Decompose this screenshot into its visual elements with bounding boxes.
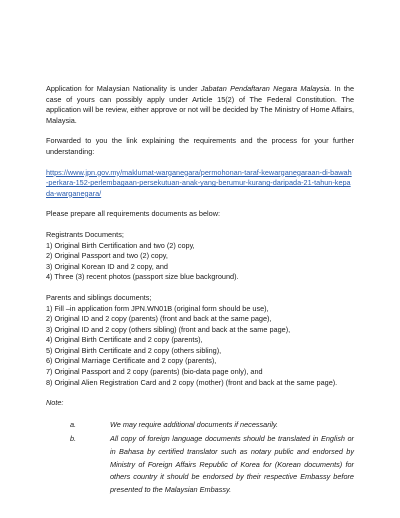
- registrants-list: [46, 241, 354, 283]
- registrants-heading: Registrants Documents;: [46, 229, 124, 239]
- list-item: 3) Original Korean ID and 2 copy, and: [46, 261, 168, 271]
- list-item: 3) Original ID and 2 copy (others sibling) (front and back at the same page),: [46, 324, 291, 334]
- note-item: [46, 419, 354, 432]
- list-item: 4) Three (3) recent photos (passport size blue background).: [46, 272, 239, 282]
- note-item: [46, 433, 354, 496]
- list-item: 1) Original Birth Certification and two (2) copy,: [46, 240, 195, 250]
- intro-paragraph: [46, 84, 354, 126]
- intro-text-end: . In the case of yours can possibly apply under Article 15(2) of The Federal Constitution. The application will be review, either approve or not will be decided by The Ministry of Home Affairs, Malaysia.: [46, 84, 354, 125]
- intro-text-start: Application for Malaysian Nationality is under: [46, 84, 201, 93]
- list-item: 1) Fill –in application form JPN.WN01B (original form should be use),: [46, 303, 269, 313]
- note-marker: b.: [70, 434, 77, 444]
- note-text: We may require additional documents if necessarily.: [110, 419, 279, 429]
- requirements-link[interactable]: https://www.jpn.gov.my/maklumat-warganegara/permohonan-taraf-kewarganegaraan-di-bawah-perkara-152-perlembagaan-persekutuan-anak-yang-berumur-kurang-daripada-21-tahun-kepada-warganegara/: [46, 167, 352, 198]
- link-paragraph: [46, 168, 354, 200]
- agency-name: Jabatan Pendaftaran Negara Malaysia: [200, 84, 330, 93]
- list-item: 4) Original Birth Certificate and 2 copy (parents),: [46, 335, 203, 345]
- note-title: Note:: [46, 398, 64, 408]
- parents-list: [46, 304, 354, 389]
- list-item: 6) Original Marriage Certificate and 2 copy (parents),: [46, 356, 217, 366]
- list-item: 5) Original Birth Certificate and 2 copy (others sibling),: [46, 345, 222, 355]
- list-item: 2) Original ID and 2 copy (parents) (front and back at the same page),: [46, 314, 272, 324]
- list-item: 2) Original Passport and two (2) copy,: [46, 251, 168, 261]
- prepare-paragraph: Please prepare all requirements documents as below:: [46, 209, 221, 219]
- parents-heading: Parents and siblings documents;: [46, 292, 152, 302]
- note-marker: a.: [70, 419, 77, 429]
- note-text: All copy of foreign language documents should be translated in English or in Bahasa by certified translator such as notary public and endorsed by Ministry of Foreign Affairs Republic of Korea for (Korean documents) for others country it should be endorsed by their respective Embassy before presented to the Malaysian Embassy.: [110, 434, 354, 494]
- list-item: 8) Original Alien Registration Card and 2 copy (mother) (front and back at the same page).: [46, 377, 338, 387]
- list-item: 7) Original Passport and 2 copy (parents) (bio-data page only), and: [46, 367, 263, 377]
- forward-paragraph: Forwarded to you the link explaining the requirements and the process for your further understanding:: [46, 136, 354, 156]
